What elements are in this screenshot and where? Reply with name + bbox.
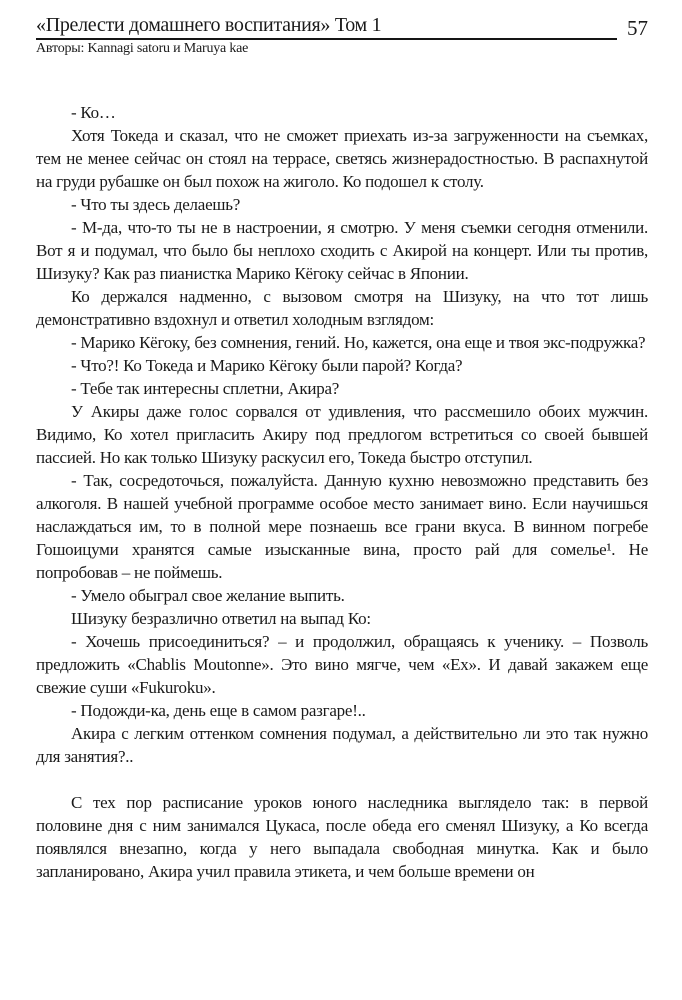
paragraph: Ко держался надменно, с вызовом смотря на Шизуку, на что тот лишь демонстративно вздохнул и ответил холодным взглядом:	[36, 287, 648, 329]
paragraph: - Умело обыграл свое желание выпить.	[71, 586, 345, 605]
paragraph: - Марико Кёгоку, без сомнения, гений. Но, кажется, она еще и твоя экс-подружка?	[71, 333, 646, 352]
authors-line: Авторы: Kannagi satoru и Maruya kae	[36, 41, 249, 56]
paragraph: - Что ты здесь делаешь?	[71, 195, 240, 214]
paragraph: Акира с легким оттенком сомнения подумал, а действительно ли это так нужно для занятия?..	[36, 724, 648, 766]
paragraph: Шизуку безразлично ответил на выпад Ко:	[71, 609, 371, 628]
header-row	[36, 14, 648, 40]
paragraph: - Тебе так интересны сплетни, Акира?	[71, 379, 340, 398]
page-body	[36, 101, 648, 883]
paragraph: У Акиры даже голос сорвался от удивления, что рассмешило обоих мужчин. Видимо, Ко хотел пригласить Акиру под предлогом встретиться со своей бывшей пассией. Но как только Шизуку раскусил его, Токеда быстро отступил.	[36, 402, 648, 467]
paragraph: Хотя Токеда и сказал, что не сможет приехать из-за загруженности на съемках, тем не менее сейчас он стоял на террасе, светясь жизнерадостностью. В распахнутой на груди рубашке он был похож на жиголо. Ко подошел к столу.	[36, 126, 648, 191]
paragraph: С тех пор расписание уроков юного наследника выглядело так: в первой половине дня с ним занимался Цукаса, после обеда его сменял Шизуку, а Ко всегда появлялся внезапно, когда у него выпадала свободная минутка. Как и было запланировано, Акира учил правила этикета, и чем больше времени он	[36, 793, 648, 881]
page-header	[36, 14, 648, 57]
title-rule	[36, 14, 617, 40]
paragraph: - Так, сосредоточься, пожалуйста. Данную кухню невозможно представить без алкоголя. В нашей учебной программе особое место занимает вино. Если научишься наслаждаться им, то в полной мере познаешь все грани вкуса. В винном погребе Гошоицуми хранятся самые изысканные вина, просто рай для сомелье¹. Не попробовав – не поймешь.	[36, 471, 648, 582]
text-section	[36, 101, 648, 768]
book-title: «Прелести домашнего воспитания» Том 1	[36, 14, 382, 36]
paragraph: - Что?! Ко Токеда и Марико Кёгоку были парой? Когда?	[71, 356, 463, 375]
page-number: 57	[627, 16, 648, 40]
paragraph: - Ко…	[71, 103, 116, 122]
paragraph: - Хочешь присоединиться? – и продолжил, обращаясь к ученику. – Позволь предложить «Chablis Moutonne». Это вино мягче, чем «Ex». И давай закажем еще свежие суши «Fukuroku».	[36, 632, 648, 697]
paragraph: - М-да, что-то ты не в настроении, я смотрю. У меня съемки сегодня отменили. Вот я и подумал, что было бы неплохо сходить с Акирой на концерт. Или ты против, Шизуку? Как раз пианистка Марико Кёгоку сейчас в Японии.	[36, 218, 648, 283]
text-section	[36, 791, 648, 883]
paragraph: - Подожди-ка, день еще в самом разгаре!..	[71, 701, 366, 720]
